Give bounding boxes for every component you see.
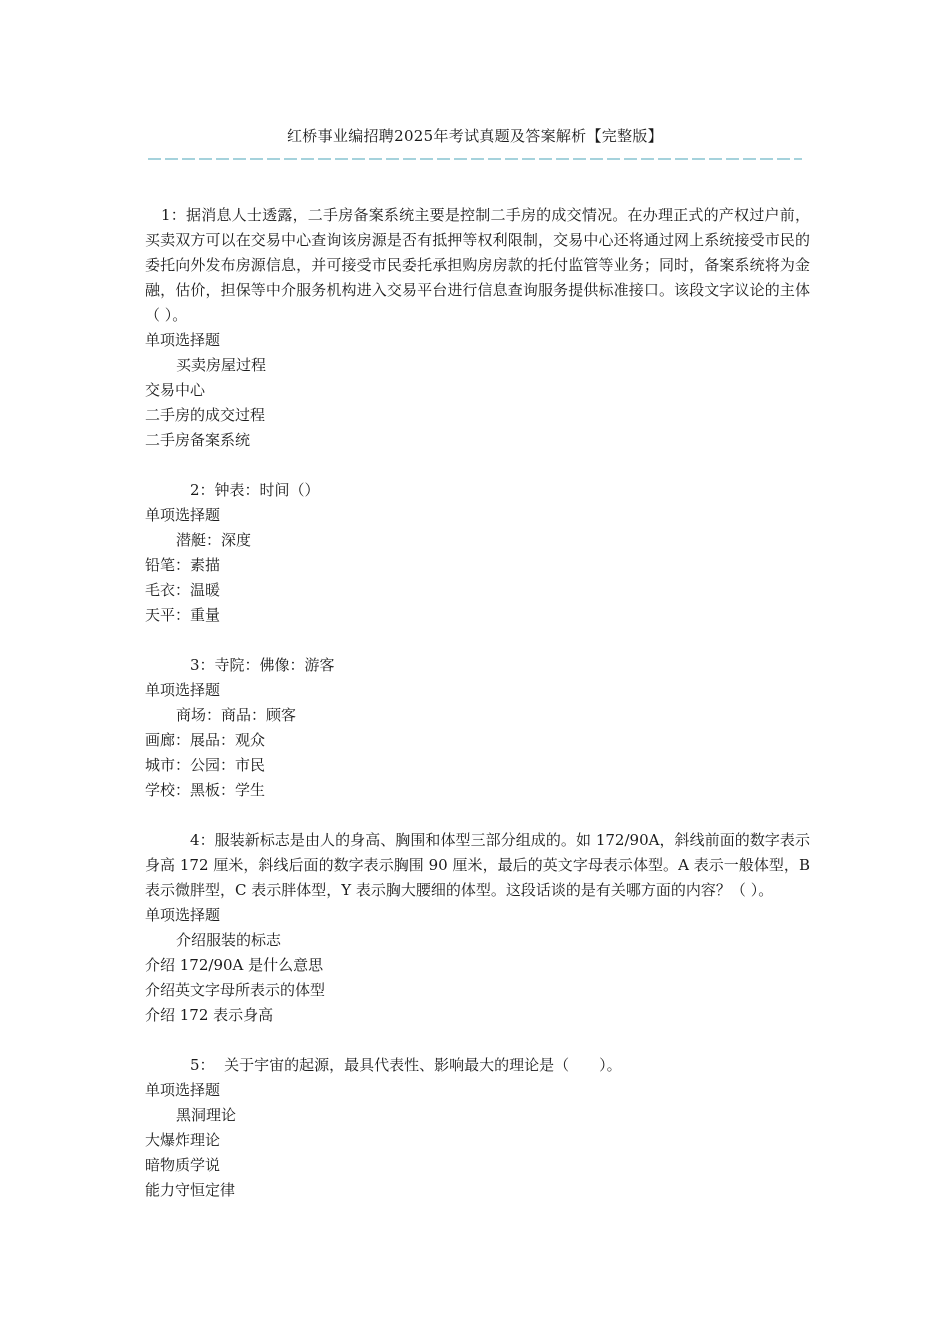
question-text: 钟表：时间（） <box>214 481 320 499</box>
option-b: 介绍 172/90A 是什么意思 <box>145 956 324 974</box>
question-text: 关于宇宙的起源，最具代表性、影响最大的理论是（ ）。 <box>214 1056 622 1074</box>
question-1 <box>145 203 810 453</box>
option-d: 天平：重量 <box>145 606 221 624</box>
option-a: 买卖房屋过程 <box>176 356 267 374</box>
question-text: 服装新标志是由人的身高、胸围和体型三部分组成的。如 172/90A，斜线前面的数字表示身高 172 厘米，斜线后面的数字表示胸围 90 厘米，最后的英文字母表示体型。A 表示一般体型，B 表示微胖型，C 表示胖体型，Y 表示胸大腰细的体型。这段话谈的是有关哪方面的内容？（ ）。 <box>145 831 810 899</box>
question-stem <box>145 478 810 503</box>
option-d: 二手房备案系统 <box>145 431 251 449</box>
question-type: 单项选择题 <box>145 1081 221 1099</box>
option-a: 潜艇：深度 <box>176 531 252 549</box>
question-text: 据消息人士透露，二手房备案系统主要是控制二手房的成交情况。在办理正式的产权过户前，买卖双方可以在交易中心查询该房源是否有抵押等权利限制，交易中心还将通过网上系统接受市民的委托向外发布房源信息，并可接受市民委托承担购房房款的托付监管等业务；同时，备案系统将为金融，估价，担保等中介服务机构进入交易平台进行信息查询服务提供标准接口。该段文字议论的主体（ ）。 <box>145 206 810 324</box>
question-list <box>145 203 810 1228</box>
document-title: 红桥事业编招聘2025年考试真题及答案解析【完整版】 <box>287 127 663 145</box>
question-number: 2： <box>190 481 215 499</box>
question-5 <box>145 1053 810 1203</box>
option-d: 学校：黑板：学生 <box>145 781 266 799</box>
question-stem <box>145 203 810 328</box>
option-a: 商场：商品：顾客 <box>176 706 297 724</box>
question-number: 5： <box>190 1056 215 1074</box>
option-a: 黑洞理论 <box>176 1106 237 1124</box>
question-type: 单项选择题 <box>145 331 221 349</box>
option-d: 能力守恒定律 <box>145 1181 236 1199</box>
option-d: 介绍 172 表示身高 <box>145 1006 274 1024</box>
option-c: 毛衣：温暖 <box>145 581 221 599</box>
question-type: 单项选择题 <box>145 681 221 699</box>
option-c: 介绍英文字母所表示的体型 <box>145 981 326 999</box>
question-2 <box>145 478 810 628</box>
question-stem <box>145 828 810 903</box>
option-b: 大爆炸理论 <box>145 1131 221 1149</box>
question-3 <box>145 653 810 803</box>
question-text: 寺院：佛像：游客 <box>214 656 335 674</box>
option-b: 交易中心 <box>145 381 206 399</box>
question-stem <box>145 1053 810 1078</box>
question-number: 1： <box>161 206 186 224</box>
question-stem <box>145 653 810 678</box>
question-number: 4： <box>190 831 215 849</box>
dashed-rule-graphic <box>148 150 802 166</box>
title-underline-rule <box>148 150 802 166</box>
question-type: 单项选择题 <box>145 906 221 924</box>
question-4 <box>145 828 810 1028</box>
option-c: 暗物质学说 <box>145 1156 221 1174</box>
question-number: 3： <box>190 656 215 674</box>
option-c: 城市：公园：市民 <box>145 756 266 774</box>
question-type: 单项选择题 <box>145 506 221 524</box>
option-b: 铅笔：素描 <box>145 556 221 574</box>
option-b: 画廊：展品：观众 <box>145 731 266 749</box>
option-a: 介绍服装的标志 <box>176 931 282 949</box>
option-c: 二手房的成交过程 <box>145 406 266 424</box>
